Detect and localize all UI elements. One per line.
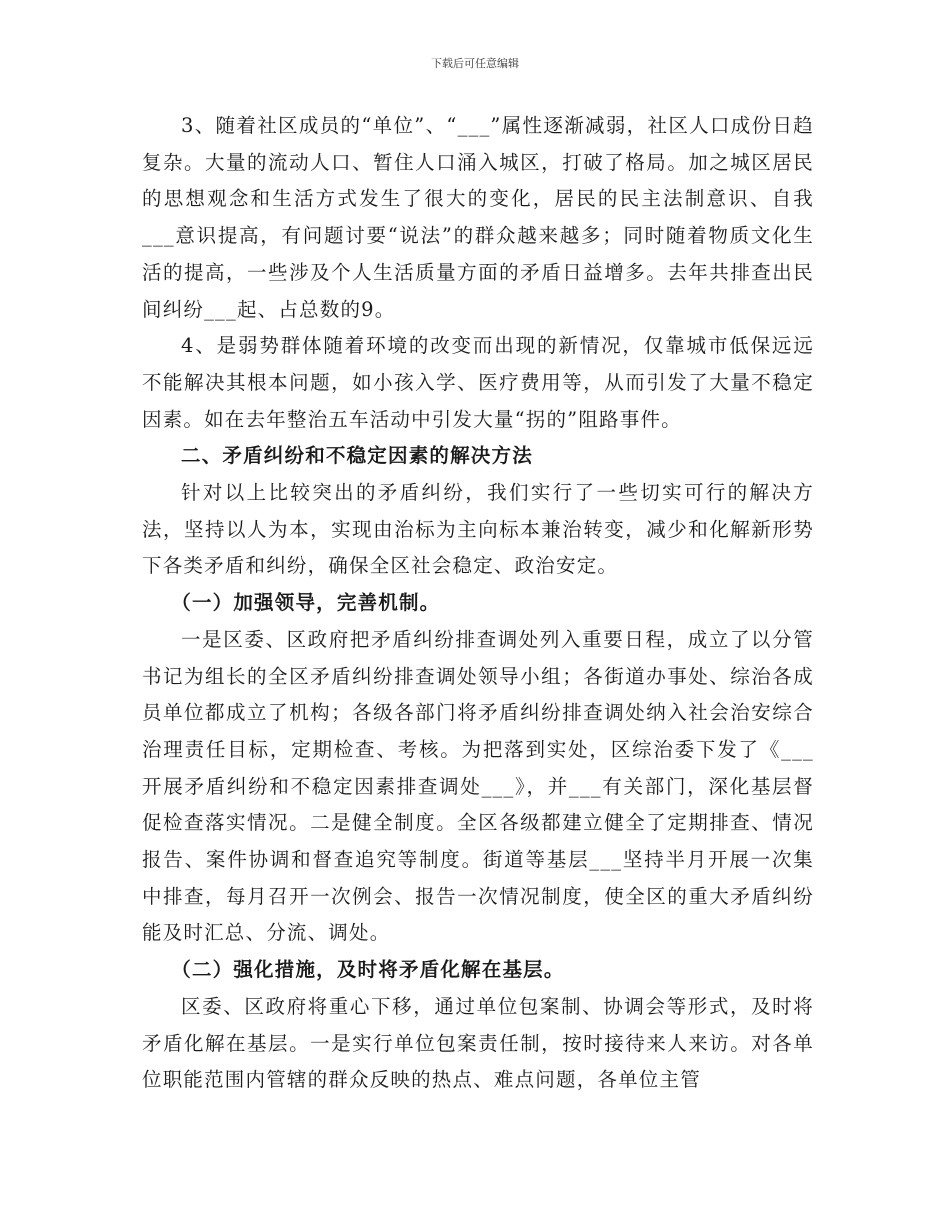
- subheading-1: （一）加强领导，完善机制。: [171, 591, 441, 615]
- paragraph-item-4: 4、是弱势群体随着环境的改变而出现的新情况，仅靠城市低保远远不能解决其根本问题，如小孩入学、医疗费用等，从而引发了大量不稳定因素。如在去年整治五车活动中引发大量“拐的”阻路事件。: [142, 334, 814, 431]
- section-heading-2: 二、矛盾纠纷和不稳定因素的解决方法: [181, 444, 533, 468]
- paragraph-measures: 区委、区政府将重心下移，通过单位包案制、协调会等形式，及时将矛盾化解在基层。一是实行单位包案责任制，按时接待来人来访。对各单位职能范围内管辖的群众反映的热点、难点问题，各单位主管: [142, 994, 814, 1092]
- page-header: 下载后可任意编辑: [431, 57, 519, 70]
- paragraph-item-3: 3、随着社区成员的“单位”、“___”属性逐渐减弱，社区人口成份日趋复杂。大量的流动人口、暂住人口涌入城区，打破了格局。加之城区居民的思想观念和生活方式发生了很大的变化，居民的民主法制意识、自我___意识提高，有问题讨要“说法”的群众越来越多；同时随着物质文化生活的提高，一些涉及个人生活质量方面的矛盾日益增多。去年共排查出民间纠纷___起、占总数的9。: [142, 114, 814, 321]
- document-body: [142, 108, 814, 1099]
- paragraph-leadership: 一是区委、区政府把矛盾纠纷排查调处列入重要日程，成立了以分管书记为组长的全区矛盾纠纷排查调处领导小组；各街道办事处、综治各成员单位都成立了机构；各级各部门将矛盾纠纷排查调处纳入社会治安综合治理责任目标，定期检查、考核。为把落到实处，区综治委下发了《___开展矛盾纠纷和不稳定因素排查调处___》，并___有关部门，深化基层督促检查落实情况。二是健全制度。全区各级都建立健全了定期排查、情况报告、案件协调和督查追究等制度。街道等基层___坚持半月开展一次集中排查，每月召开一次例会、报告一次情况制度，使全区的重大矛盾纠纷能及时汇总、分流、调处。: [142, 627, 814, 945]
- subheading-2: （二）强化措施，及时将矛盾化解在基层。: [171, 958, 565, 982]
- paragraph-intro: 针对以上比较突出的矛盾纠纷，我们实行了一些切实可行的解决方法，坚持以人为本，实现由治标为主向标本兼治转变，减少和化解新形势下各类矛盾和纠纷，确保全区社会稳定、政治安定。: [142, 481, 814, 578]
